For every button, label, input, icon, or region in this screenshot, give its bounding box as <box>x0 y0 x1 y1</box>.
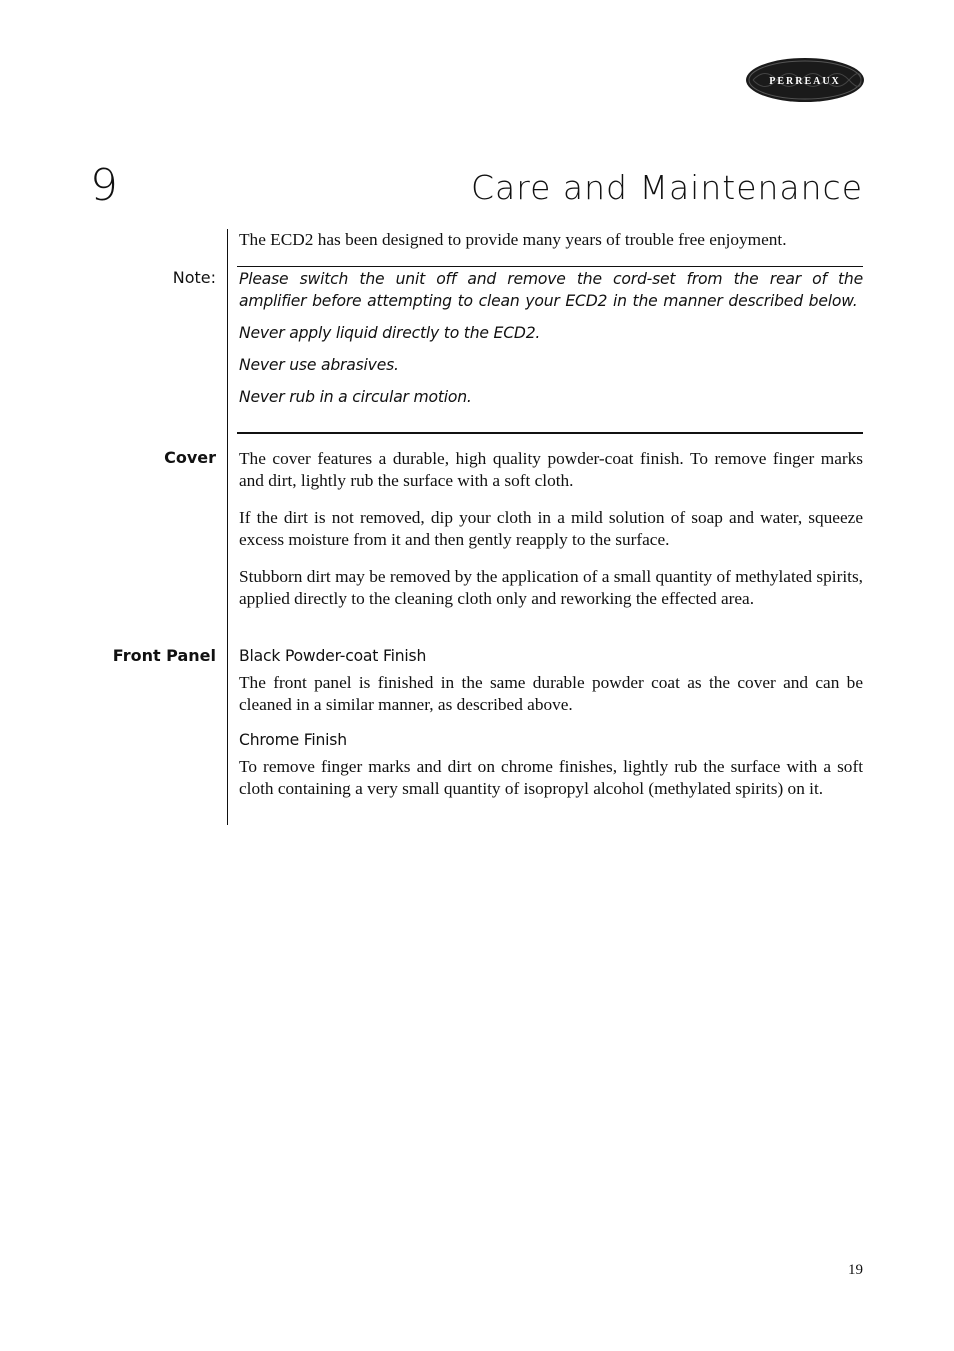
cover-paragraph: If the dirt is not removed, dip your cloth in a mild solution of soap and water, squeeze excess moisture from it and then gently reapply to the surface. <box>239 507 863 550</box>
note-paragraph: Never rub in a circular motion. <box>239 388 472 406</box>
intro-text: The ECD2 has been designed to provide many years of trouble free enjoyment. <box>239 230 787 249</box>
cover-paragraph: Stubborn dirt may be removed by the application of a small quantity of methylated spirits, applied directly to the cleaning cloth only and reworking the effected area. <box>239 566 863 609</box>
note-block <box>239 268 863 408</box>
intro-block <box>239 229 863 251</box>
cover-block <box>239 448 863 610</box>
note-bottom-rule <box>237 432 863 434</box>
cover-paragraph: The cover features a durable, high quality powder-coat finish. To remove finger marks and dirt, lightly rub the surface with a soft cloth. <box>239 449 863 491</box>
chrome-finish-heading: Chrome Finish <box>239 730 347 749</box>
perreaux-logo <box>745 57 865 103</box>
chrome-finish-text: To remove finger marks and dirt on chrome finishes, lightly rub the surface with a soft cloth containing a very small quantity of isopropyl alcohol (methylated spirits) on it. <box>239 756 863 799</box>
chapter-number: 9 <box>90 160 119 211</box>
column-divider <box>227 229 228 825</box>
cover-label: Cover <box>164 448 216 467</box>
front-panel-block <box>239 645 863 801</box>
page-number: 19 <box>848 1262 863 1278</box>
black-finish-heading: Black Powder-coat Finish <box>239 647 427 665</box>
black-finish-text: The front panel is finished in the same durable powder coat as the cover and can be cleaned in a similar manner, as described above. <box>239 673 863 715</box>
chapter-title: Care and Maintenance <box>471 168 863 207</box>
note-paragraph: Never apply liquid directly to the ECD2. <box>239 324 541 342</box>
note-label: Note: <box>172 268 216 287</box>
note-paragraph: Never use abrasives. <box>239 356 399 374</box>
note-top-rule <box>237 266 863 267</box>
front-panel-label: Front Panel <box>112 646 216 665</box>
svg-text:PERREAUX: PERREAUX <box>769 76 841 87</box>
note-paragraph: Please switch the unit off and remove the cord-set from the rear of the amplifier before attempting to clean your ECD2 in the manner described below. <box>239 270 863 310</box>
